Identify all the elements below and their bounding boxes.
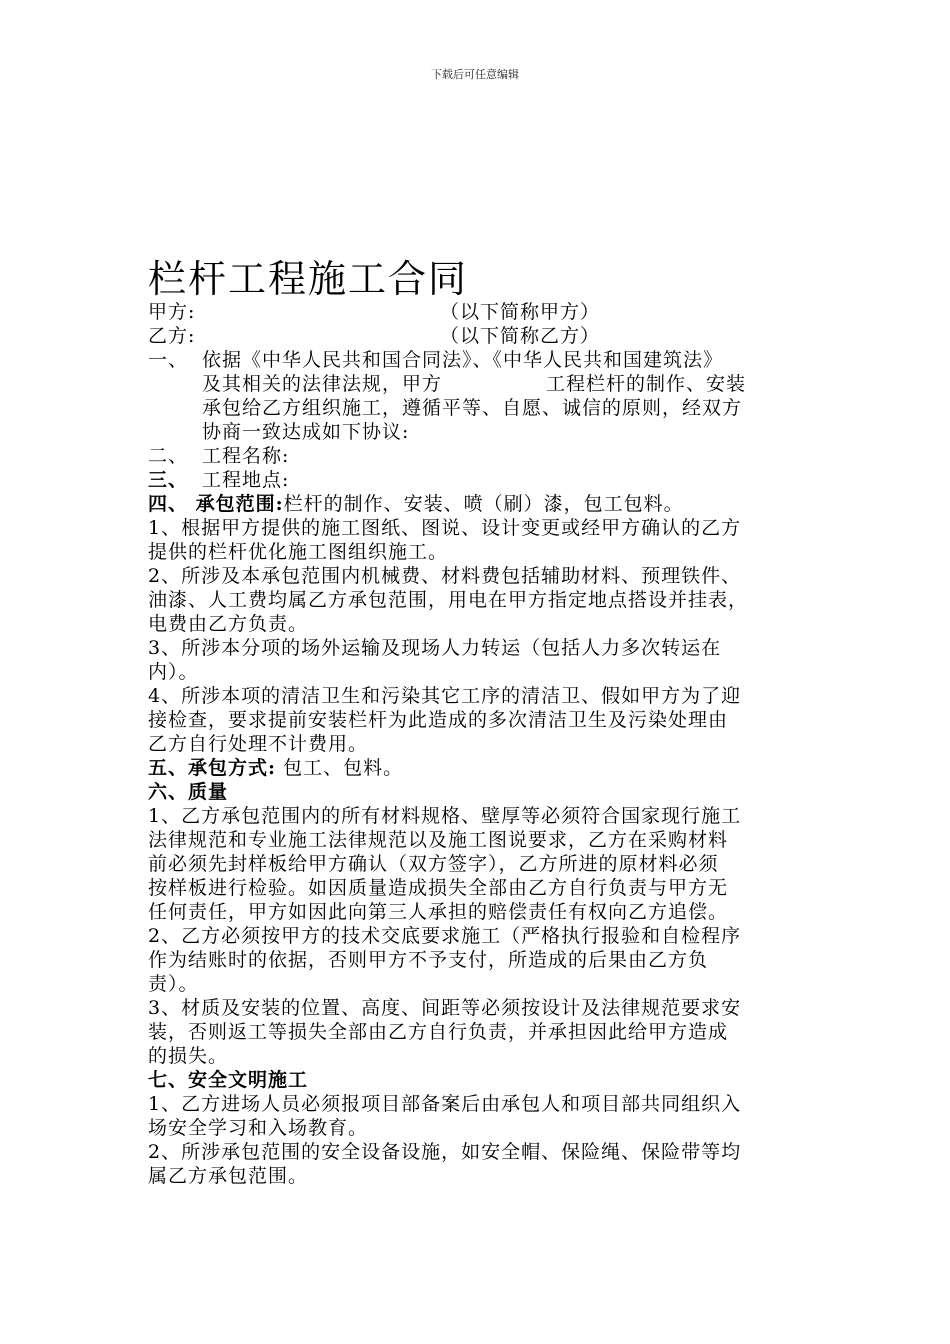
clause-5-heading: 五、承包方式: — [148, 757, 277, 779]
clause-6-line: 前必须先封样板给甲方确认（双方签字），乙方所进的原材料必须 — [148, 853, 719, 875]
clause-2 — [148, 444, 820, 468]
clause-4-text: 栏杆的制作、安装、喷（刷）漆，包工包料。 — [283, 493, 684, 515]
clause-4-heading-line — [148, 492, 820, 516]
clause-3-number: 三、 — [148, 469, 189, 491]
clause-6-line: 的损失。 — [148, 1045, 229, 1067]
clause-4-line: 电费由乙方负责。 — [148, 613, 309, 635]
clause-6-line: 装，否则返工等损失全部由乙方自行负责，并承担因此给甲方造成 — [148, 1021, 729, 1043]
clause-7-line: 1、乙方进场人员必须报项目部备案后由承包人和项目部共同组织入 — [148, 1093, 742, 1115]
clause-1-line — [202, 372, 820, 396]
clause-4-line: 4、所涉本项的清洁卫生和污染其它工序的清洁卫、假如甲方为了迎 — [148, 685, 742, 707]
clause-1-line-part: 及其相关的法律法规，甲方 — [202, 373, 443, 395]
clause-6-line: 法律规范和专业施工法律规范以及施工图说要求，乙方在采购材料 — [148, 829, 729, 851]
contract-title: 栏杆工程施工合同 — [148, 257, 469, 301]
party-b-label: 乙方: — [148, 325, 196, 347]
clause-6-heading: 六、质量 — [148, 781, 229, 803]
clause-4-line: 接检查，要求提前安装栏杆为此造成的多次清洁卫生及污染处理由 — [148, 709, 729, 731]
clause-6-line: 责）。 — [148, 973, 199, 995]
clause-7-heading: 七、安全文明施工 — [148, 1069, 309, 1091]
clause-4-line: 油漆、人工费均属乙方承包范围，用电在甲方指定地点搭设并挂表， — [148, 589, 749, 611]
clause-5-line — [148, 756, 820, 780]
clause-5-text: 包工、包料。 — [283, 757, 404, 779]
clause-6-line: 3、材质及安装的位置、高度、间距等必须按设计及法律规范要求安 — [148, 997, 742, 1019]
clause-6-line: 2、乙方必须按甲方的技术交底要求施工（严格执行报验和自检程序 — [148, 925, 742, 947]
clause-6-line: 任何责任，甲方如因此向第三人承担的赔偿责任有权向乙方追偿。 — [148, 901, 729, 923]
clause-1-number: 一、 — [148, 349, 189, 371]
clause-1 — [148, 348, 820, 444]
clause-4-line: 2、所涉及本承包范围内机械费、材料费包括辅助材料、预理铁件、 — [148, 565, 742, 587]
clause-1-line-part: 工程栏杆的制作、安装 — [546, 373, 747, 395]
clause-6-line: 作为结账时的依据，否则甲方不予支付，所造成的后果由乙方负 — [148, 949, 709, 971]
clause-4-line: 3、所涉本分项的场外运输及现场人力转运（包括人力多次转运在 — [148, 637, 722, 659]
clause-6-line: 1、乙方承包范围内的所有材料规格、壁厚等必须符合国家现行施工 — [148, 805, 742, 827]
clause-1-line: 协商一致达成如下协议: — [202, 421, 410, 443]
clause-4-line: 提供的栏杆优化施工图组织施工。 — [148, 541, 449, 563]
party-a-label: 甲方: — [148, 301, 196, 323]
party-a-note: （以下简称甲方） — [440, 301, 601, 323]
page-header-note: 下载后可任意编辑 — [431, 68, 519, 81]
clause-7-line: 场安全学习和入场教育。 — [148, 1117, 369, 1139]
clause-3 — [148, 468, 820, 492]
clause-7-line: 2、所涉承包范围的安全设备设施，如安全帽、保险绳、保险带等均 — [148, 1141, 742, 1163]
party-b-note: （以下简称乙方） — [440, 325, 601, 347]
clause-6-line: 按样板进行检验。如因质量造成损失全部由乙方自行负责与甲方无 — [148, 877, 729, 899]
clause-2-text: 工程名称: — [202, 445, 290, 467]
clause-1-line: 承包给乙方组织施工，遵循平等、自愿、诚信的原则，经双方 — [202, 397, 743, 419]
clause-1-line: 依据《中华人民共和国合同法》、《中华人民共和国建筑法》 — [202, 349, 724, 371]
clause-3-text: 工程地点: — [202, 469, 290, 491]
clause-2-number: 二、 — [148, 445, 189, 467]
clause-4-line: 1、根据甲方提供的施工图纸、图说、设计变更或经甲方确认的乙方 — [148, 517, 742, 539]
party-b-line — [148, 324, 820, 348]
clause-4-heading: 四、 承包范围: — [148, 493, 284, 515]
clause-4-line: 乙方自行处理不计费用。 — [148, 733, 369, 755]
clause-7-line: 属乙方承包范围。 — [148, 1165, 309, 1187]
clause-4-line: 内）。 — [148, 661, 199, 683]
party-a-line — [148, 300, 820, 324]
contract-body — [148, 300, 820, 1188]
